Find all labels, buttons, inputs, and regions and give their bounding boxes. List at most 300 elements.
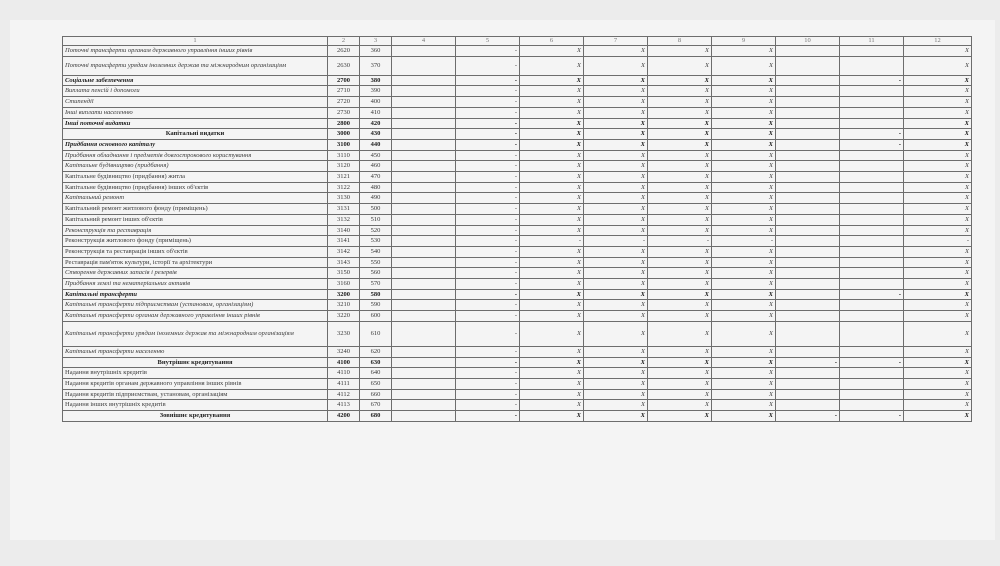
value-cell: [392, 193, 456, 204]
value-cell: X: [584, 86, 648, 97]
value-cell: [776, 129, 840, 140]
table-row: [63, 193, 972, 204]
value-cell: [776, 389, 840, 400]
value-cell: X: [904, 161, 972, 172]
value-cell: X: [904, 268, 972, 279]
value-cell: [840, 321, 904, 346]
value-cell: [776, 346, 840, 357]
value-cell: -: [456, 118, 520, 129]
table-row: [63, 236, 972, 247]
value-cell: X: [584, 368, 648, 379]
table-row: [63, 46, 972, 57]
row-line-number: 660: [360, 389, 392, 400]
row-label: Капітальний ремонт житлового фонду (приміщень): [63, 204, 328, 215]
value-cell: X: [520, 311, 584, 322]
value-cell: X: [712, 279, 776, 290]
row-line-number: 450: [360, 150, 392, 161]
value-cell: -: [456, 411, 520, 422]
value-cell: [392, 97, 456, 108]
value-cell: -: [456, 368, 520, 379]
value-cell: [392, 150, 456, 161]
value-cell: -: [456, 86, 520, 97]
value-cell: X: [648, 400, 712, 411]
value-cell: [776, 300, 840, 311]
column-number-8: 8: [648, 37, 712, 46]
row-line-number: 460: [360, 161, 392, 172]
value-cell: [840, 86, 904, 97]
value-cell: -: [456, 357, 520, 368]
value-cell: -: [456, 346, 520, 357]
value-cell: X: [648, 311, 712, 322]
value-cell: X: [584, 172, 648, 183]
value-cell: -: [456, 268, 520, 279]
row-label: Інші виплати населенню: [63, 107, 328, 118]
value-cell: X: [584, 225, 648, 236]
value-cell: X: [648, 107, 712, 118]
value-cell: -: [456, 161, 520, 172]
value-cell: X: [520, 139, 584, 150]
value-cell: [840, 311, 904, 322]
value-cell: X: [520, 257, 584, 268]
row-line-number: 550: [360, 257, 392, 268]
value-cell: -: [456, 257, 520, 268]
table-row: [63, 139, 972, 150]
row-code: 3142: [328, 246, 360, 257]
value-cell: X: [712, 246, 776, 257]
row-code: 3230: [328, 321, 360, 346]
value-cell: [776, 400, 840, 411]
value-cell: [776, 86, 840, 97]
value-cell: X: [520, 279, 584, 290]
value-cell: X: [904, 182, 972, 193]
row-code: 3200: [328, 289, 360, 300]
value-cell: [776, 368, 840, 379]
value-cell: X: [584, 150, 648, 161]
value-cell: X: [520, 300, 584, 311]
value-cell: X: [648, 56, 712, 75]
row-label: Капітальне будівництво (придбання) житла: [63, 172, 328, 183]
value-cell: X: [712, 321, 776, 346]
value-cell: -: [776, 357, 840, 368]
value-cell: X: [712, 97, 776, 108]
value-cell: X: [520, 321, 584, 346]
row-label: Реконструкція житлового фонду (приміщень): [63, 236, 328, 247]
row-code: 2710: [328, 86, 360, 97]
value-cell: [392, 411, 456, 422]
value-cell: [840, 257, 904, 268]
value-cell: [776, 246, 840, 257]
value-cell: X: [584, 139, 648, 150]
value-cell: X: [648, 289, 712, 300]
row-code: 3121: [328, 172, 360, 183]
value-cell: [776, 75, 840, 86]
value-cell: [840, 300, 904, 311]
value-cell: X: [520, 378, 584, 389]
value-cell: X: [904, 257, 972, 268]
table-row: [63, 257, 972, 268]
value-cell: X: [520, 357, 584, 368]
value-cell: X: [904, 46, 972, 57]
value-cell: X: [520, 214, 584, 225]
value-cell: -: [456, 279, 520, 290]
row-label: Капітальний ремонт інших об'єктів: [63, 214, 328, 225]
value-cell: X: [520, 172, 584, 183]
value-cell: X: [904, 368, 972, 379]
row-code: 3160: [328, 279, 360, 290]
column-number-5: 5: [456, 37, 520, 46]
value-cell: [392, 268, 456, 279]
value-cell: X: [520, 97, 584, 108]
value-cell: X: [648, 118, 712, 129]
table-row: [63, 268, 972, 279]
value-cell: X: [904, 357, 972, 368]
value-cell: -: [456, 289, 520, 300]
row-line-number: 640: [360, 368, 392, 379]
value-cell: -: [840, 411, 904, 422]
value-cell: X: [904, 289, 972, 300]
value-cell: X: [520, 289, 584, 300]
value-cell: X: [904, 300, 972, 311]
value-cell: [392, 400, 456, 411]
row-code: 4111: [328, 378, 360, 389]
value-cell: X: [712, 257, 776, 268]
value-cell: [840, 193, 904, 204]
value-cell: -: [456, 225, 520, 236]
value-cell: [392, 161, 456, 172]
value-cell: [392, 56, 456, 75]
value-cell: [840, 389, 904, 400]
value-cell: [776, 107, 840, 118]
value-cell: X: [520, 56, 584, 75]
row-code: 3130: [328, 193, 360, 204]
value-cell: -: [456, 139, 520, 150]
value-cell: [776, 321, 840, 346]
value-cell: [776, 268, 840, 279]
value-cell: X: [712, 172, 776, 183]
value-cell: X: [648, 172, 712, 183]
value-cell: X: [584, 107, 648, 118]
value-cell: X: [520, 161, 584, 172]
row-line-number: 420: [360, 118, 392, 129]
value-cell: X: [520, 193, 584, 204]
row-code: 3210: [328, 300, 360, 311]
value-cell: [776, 279, 840, 290]
row-line-number: 380: [360, 75, 392, 86]
table-row: [63, 311, 972, 322]
table-body: [63, 46, 972, 422]
value-cell: X: [648, 214, 712, 225]
value-cell: X: [520, 107, 584, 118]
value-cell: -: [456, 389, 520, 400]
row-label: Виплата пенсій і допомоги: [63, 86, 328, 97]
row-line-number: 500: [360, 204, 392, 215]
value-cell: X: [712, 193, 776, 204]
value-cell: X: [712, 118, 776, 129]
table-row: [63, 172, 972, 183]
row-label: Придбання обладнання і предметів довгострокового користування: [63, 150, 328, 161]
row-label: Придбання землі та нематеріальних активів: [63, 279, 328, 290]
row-label: Зовнішнє кредитування: [63, 411, 328, 422]
row-line-number: 390: [360, 86, 392, 97]
value-cell: [776, 289, 840, 300]
table-row: [63, 346, 972, 357]
value-cell: X: [712, 378, 776, 389]
value-cell: -: [456, 75, 520, 86]
column-number-3: 3: [360, 37, 392, 46]
table-row: [63, 389, 972, 400]
value-cell: X: [520, 411, 584, 422]
value-cell: X: [584, 311, 648, 322]
row-label: Капітальні трансферти підприємствам (установам, організаціям): [63, 300, 328, 311]
table-row: [63, 411, 972, 422]
value-cell: [392, 321, 456, 346]
row-label: Реконструкція та реставрація інших об'єктів: [63, 246, 328, 257]
value-cell: X: [904, 129, 972, 140]
value-cell: -: [776, 411, 840, 422]
value-cell: X: [584, 289, 648, 300]
value-cell: [392, 46, 456, 57]
value-cell: [776, 236, 840, 247]
value-cell: X: [520, 150, 584, 161]
value-cell: X: [904, 400, 972, 411]
value-cell: X: [904, 193, 972, 204]
value-cell: [392, 378, 456, 389]
value-cell: [392, 236, 456, 247]
row-code: 2630: [328, 56, 360, 75]
row-line-number: 360: [360, 46, 392, 57]
row-code: 4112: [328, 389, 360, 400]
table-row: [63, 400, 972, 411]
value-cell: X: [904, 97, 972, 108]
value-cell: X: [648, 300, 712, 311]
value-cell: -: [456, 182, 520, 193]
row-label: Капітальне будівництво (придбання): [63, 161, 328, 172]
value-cell: -: [456, 246, 520, 257]
value-cell: -: [456, 204, 520, 215]
row-label: Поточні трансферти урядам іноземних держав та міжнародним організаціям: [63, 56, 328, 75]
value-cell: -: [520, 236, 584, 247]
value-cell: -: [456, 378, 520, 389]
table-row: [63, 150, 972, 161]
value-cell: [776, 378, 840, 389]
value-cell: X: [584, 268, 648, 279]
table-row: [63, 129, 972, 140]
value-cell: [776, 56, 840, 75]
value-cell: X: [712, 400, 776, 411]
value-cell: X: [904, 139, 972, 150]
column-number-row: [63, 37, 972, 46]
value-cell: X: [648, 86, 712, 97]
value-cell: X: [648, 279, 712, 290]
value-cell: [776, 150, 840, 161]
budget-expenditure-table: [62, 36, 972, 422]
value-cell: -: [456, 236, 520, 247]
value-cell: [392, 75, 456, 86]
value-cell: X: [904, 346, 972, 357]
value-cell: X: [648, 75, 712, 86]
value-cell: X: [584, 300, 648, 311]
value-cell: -: [456, 400, 520, 411]
value-cell: [776, 139, 840, 150]
row-label: Надання інших внутрішніх кредитів: [63, 400, 328, 411]
row-line-number: 590: [360, 300, 392, 311]
value-cell: X: [712, 150, 776, 161]
value-cell: X: [904, 107, 972, 118]
value-cell: X: [904, 378, 972, 389]
row-label: Створення державних запасів і резервів: [63, 268, 328, 279]
row-label: Капітальні трансферти населенню: [63, 346, 328, 357]
value-cell: X: [712, 268, 776, 279]
value-cell: [392, 118, 456, 129]
row-label: Поточні трансферти органам державного управління інших рівнів: [63, 46, 328, 57]
row-line-number: 480: [360, 182, 392, 193]
value-cell: [776, 172, 840, 183]
value-cell: -: [456, 97, 520, 108]
row-code: 3141: [328, 236, 360, 247]
value-cell: X: [584, 246, 648, 257]
value-cell: [392, 139, 456, 150]
value-cell: X: [712, 411, 776, 422]
row-code: 3120: [328, 161, 360, 172]
value-cell: X: [712, 129, 776, 140]
table-row: [63, 378, 972, 389]
value-cell: X: [712, 204, 776, 215]
value-cell: [392, 182, 456, 193]
value-cell: X: [520, 246, 584, 257]
value-cell: [392, 172, 456, 183]
value-cell: X: [648, 193, 712, 204]
row-code: 4100: [328, 357, 360, 368]
value-cell: X: [904, 311, 972, 322]
row-line-number: 430: [360, 129, 392, 140]
value-cell: -: [456, 311, 520, 322]
value-cell: -: [456, 150, 520, 161]
value-cell: [392, 346, 456, 357]
value-cell: X: [712, 300, 776, 311]
value-cell: -: [456, 193, 520, 204]
value-cell: X: [904, 321, 972, 346]
value-cell: [840, 246, 904, 257]
value-cell: X: [520, 389, 584, 400]
value-cell: X: [584, 357, 648, 368]
value-cell: -: [648, 236, 712, 247]
column-number-7: 7: [584, 37, 648, 46]
row-code: 3100: [328, 139, 360, 150]
row-code: 3110: [328, 150, 360, 161]
value-cell: [840, 204, 904, 215]
value-cell: -: [456, 214, 520, 225]
value-cell: X: [904, 389, 972, 400]
value-cell: -: [456, 172, 520, 183]
value-cell: X: [520, 118, 584, 129]
table-row: [63, 161, 972, 172]
value-cell: X: [648, 97, 712, 108]
value-cell: -: [840, 289, 904, 300]
row-line-number: 610: [360, 321, 392, 346]
value-cell: [392, 129, 456, 140]
value-cell: [392, 311, 456, 322]
value-cell: X: [904, 75, 972, 86]
value-cell: X: [712, 56, 776, 75]
column-number-9: 9: [712, 37, 776, 46]
value-cell: [392, 257, 456, 268]
value-cell: -: [456, 56, 520, 75]
row-label: Надання кредитів органам державного управління інших рівнів: [63, 378, 328, 389]
row-code: 4110: [328, 368, 360, 379]
value-cell: X: [584, 129, 648, 140]
value-cell: [776, 118, 840, 129]
value-cell: [392, 86, 456, 97]
row-label: Придбання основного капіталу: [63, 139, 328, 150]
value-cell: X: [648, 357, 712, 368]
row-line-number: 540: [360, 246, 392, 257]
row-line-number: 530: [360, 236, 392, 247]
value-cell: X: [648, 389, 712, 400]
row-label: Надання внутрішніх кредитів: [63, 368, 328, 379]
row-line-number: 490: [360, 193, 392, 204]
value-cell: X: [904, 225, 972, 236]
column-number-2: 2: [328, 37, 360, 46]
column-number-6: 6: [520, 37, 584, 46]
value-cell: [776, 225, 840, 236]
value-cell: X: [648, 321, 712, 346]
row-line-number: 630: [360, 357, 392, 368]
value-cell: X: [584, 279, 648, 290]
value-cell: X: [712, 86, 776, 97]
value-cell: -: [840, 75, 904, 86]
value-cell: X: [584, 204, 648, 215]
value-cell: [840, 378, 904, 389]
row-code: 3140: [328, 225, 360, 236]
row-line-number: 370: [360, 56, 392, 75]
value-cell: X: [584, 400, 648, 411]
value-cell: X: [904, 214, 972, 225]
value-cell: X: [712, 357, 776, 368]
value-cell: X: [712, 182, 776, 193]
value-cell: X: [712, 214, 776, 225]
value-cell: X: [520, 204, 584, 215]
value-cell: X: [584, 56, 648, 75]
table-row: [63, 214, 972, 225]
value-cell: X: [648, 150, 712, 161]
value-cell: [840, 46, 904, 57]
value-cell: X: [648, 161, 712, 172]
value-cell: X: [712, 346, 776, 357]
value-cell: X: [520, 75, 584, 86]
value-cell: [392, 204, 456, 215]
value-cell: [840, 225, 904, 236]
value-cell: [776, 214, 840, 225]
value-cell: X: [648, 411, 712, 422]
row-line-number: 570: [360, 279, 392, 290]
value-cell: [392, 279, 456, 290]
column-number-10: 10: [776, 37, 840, 46]
value-cell: -: [456, 129, 520, 140]
value-cell: [776, 97, 840, 108]
table-row: [63, 321, 972, 346]
value-cell: -: [584, 236, 648, 247]
value-cell: X: [712, 311, 776, 322]
value-cell: X: [520, 86, 584, 97]
row-code: 3143: [328, 257, 360, 268]
row-label: Реставрація пам'яток культури, історії та архітектури: [63, 257, 328, 268]
row-line-number: 580: [360, 289, 392, 300]
value-cell: X: [648, 225, 712, 236]
row-line-number: 470: [360, 172, 392, 183]
value-cell: -: [456, 107, 520, 118]
value-cell: X: [712, 107, 776, 118]
row-code: 3131: [328, 204, 360, 215]
